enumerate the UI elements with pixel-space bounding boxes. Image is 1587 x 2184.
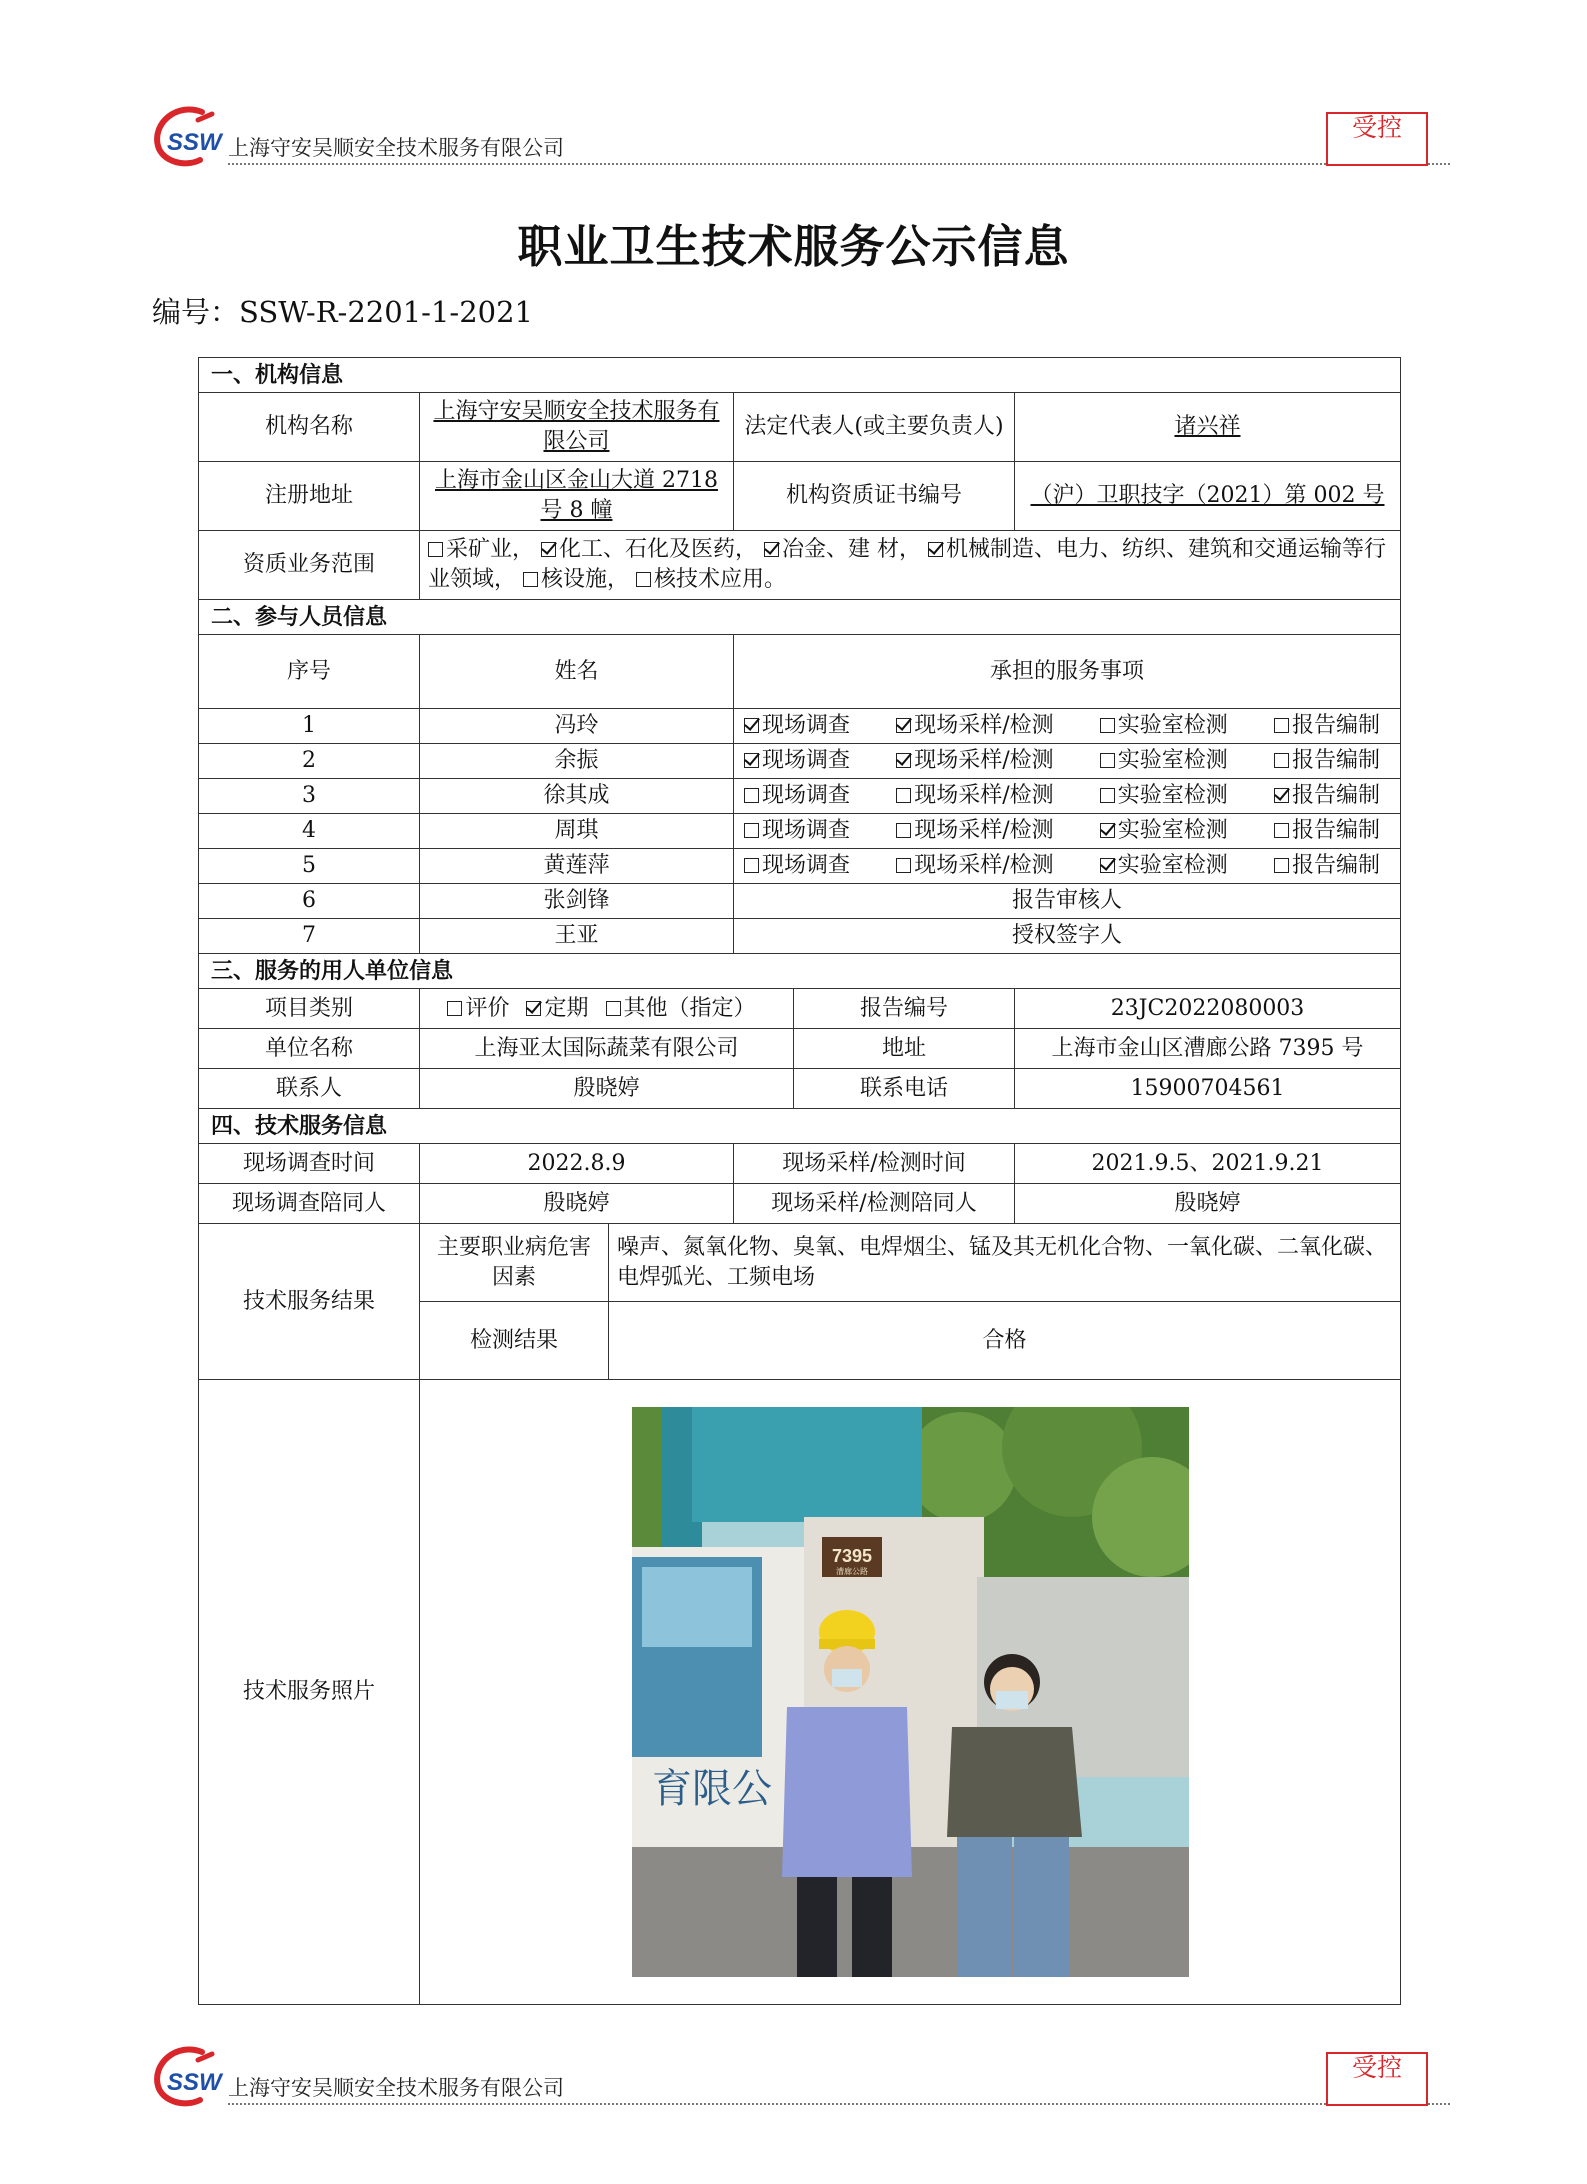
header-divider	[228, 163, 1450, 165]
person-seq: 1	[199, 709, 420, 744]
section-heading: 一、机构信息	[199, 358, 1401, 393]
service-photo	[632, 1407, 1189, 1977]
scope-item: 冶金、建 材，	[764, 537, 921, 562]
org-name-value: 上海守安吴顺安全技术服务有限公司	[433, 399, 720, 454]
unit-address-label: 地址	[794, 1029, 1015, 1069]
legal-rep-label: 法定代表人(或主要负责人)	[734, 393, 1015, 462]
checkbox-icon[interactable]	[896, 753, 911, 768]
wall-lettering: 育限公	[651, 1766, 772, 1812]
task-item: 报告编制	[1274, 816, 1380, 846]
phone-label: 联系电话	[794, 1069, 1015, 1109]
sampling-escort-label: 现场采样/检测陪同人	[734, 1184, 1015, 1224]
checkbox-icon[interactable]	[928, 542, 943, 557]
person-name: 周琪	[420, 814, 734, 849]
person-seq: 6	[199, 884, 420, 919]
project-type-option: 评价	[447, 994, 509, 1024]
hazards-value: 噪声、氮氧化物、臭氧、电焊烟尘、锰及其无机化合物、一氧化碳、二氧化碳、电焊弧光、工频电场	[609, 1224, 1401, 1302]
checkbox-icon[interactable]	[447, 1001, 462, 1016]
checkbox-icon[interactable]	[744, 718, 759, 733]
task-item: 现场调查	[744, 816, 850, 846]
gate-sign-road: 漕廊公路	[835, 1567, 868, 1576]
task-item: 报告编制	[1274, 781, 1380, 811]
task-item: 现场采样/检测	[896, 711, 1053, 741]
checkbox-icon[interactable]	[428, 542, 443, 557]
checkbox-icon[interactable]	[896, 858, 911, 873]
checkbox-icon[interactable]	[1274, 788, 1289, 803]
checkbox-icon[interactable]	[896, 718, 911, 733]
person-name: 张剑锋	[420, 884, 734, 919]
logo-text: SSW	[167, 2069, 222, 2096]
unit-address-value: 上海市金山区漕廊公路 7395 号	[1015, 1029, 1401, 1069]
task-item: 现场采样/检测	[896, 851, 1053, 881]
task-item: 实验室检测	[1100, 816, 1228, 846]
task-item: 实验室检测	[1100, 851, 1228, 881]
task-item: 现场调查	[744, 781, 850, 811]
task-item: 现场采样/检测	[896, 746, 1053, 776]
col-tasks-header: 承担的服务事项	[734, 635, 1401, 709]
person-role: 授权签字人	[734, 919, 1401, 954]
org-name-label: 机构名称	[199, 393, 420, 462]
scope-item: 机械制造、电力、纺织、建筑和交通运输等行业领域，	[428, 537, 1387, 592]
checkbox-icon[interactable]	[744, 858, 759, 873]
page-footer	[150, 2040, 1450, 2110]
person-row	[199, 744, 1401, 779]
checkbox-icon[interactable]	[526, 1001, 541, 1016]
checkbox-icon[interactable]	[1100, 858, 1115, 873]
checkbox-icon[interactable]	[1100, 788, 1115, 803]
task-checks	[742, 711, 1392, 741]
task-item: 实验室检测	[1100, 746, 1228, 776]
document-number: 编号：SSW-R-2201-1-2021	[152, 295, 534, 329]
controlled-stamp: 受控	[1326, 112, 1428, 166]
person-row	[199, 709, 1401, 744]
person-seq: 5	[199, 849, 420, 884]
checkbox-icon[interactable]	[896, 823, 911, 838]
survey-escort-value: 殷晓婷	[420, 1184, 734, 1224]
report-no-value: 23JC2022080003	[1015, 989, 1401, 1029]
checkbox-icon[interactable]	[744, 823, 759, 838]
checkbox-icon[interactable]	[896, 788, 911, 803]
scope-item: 化工、石化及医药，	[541, 537, 757, 562]
legal-rep-value: 诸兴祥	[1174, 414, 1241, 439]
sampling-time-label: 现场采样/检测时间	[734, 1144, 1015, 1184]
person-name: 黄莲萍	[420, 849, 734, 884]
checkbox-icon[interactable]	[1274, 753, 1289, 768]
person-row	[199, 919, 1401, 954]
section-heading: 四、技术服务信息	[199, 1109, 1401, 1144]
unit-label: 单位名称	[199, 1029, 420, 1069]
checkbox-icon[interactable]	[744, 788, 759, 803]
col-seq-header: 序号	[199, 635, 420, 709]
person-row	[199, 849, 1401, 884]
scope-item: 采矿业，	[428, 537, 534, 562]
controlled-stamp: 受控	[1326, 2052, 1428, 2106]
hazards-label: 主要职业病危害因素	[420, 1224, 609, 1302]
service-photo-illustration	[632, 1407, 1189, 1977]
task-item: 现场调查	[744, 711, 850, 741]
test-result-value: 合格	[609, 1302, 1401, 1380]
gate-sign-number: 7395	[831, 1546, 872, 1566]
person-name: 冯玲	[420, 709, 734, 744]
checkbox-icon[interactable]	[1100, 753, 1115, 768]
checkbox-icon[interactable]	[744, 753, 759, 768]
footer-divider	[228, 2103, 1450, 2105]
task-item: 实验室检测	[1100, 711, 1228, 741]
cert-label: 机构资质证书编号	[734, 462, 1015, 531]
col-name-header: 姓名	[420, 635, 734, 709]
page-title: 职业卫生技术服务公示信息	[517, 220, 1070, 273]
scope-item: 核技术应用。	[636, 567, 786, 592]
task-checks	[742, 746, 1392, 776]
company-name: 上海守安吴顺安全技术服务有限公司	[228, 2076, 564, 2100]
survey-time-label: 现场调查时间	[199, 1144, 420, 1184]
person-name: 徐其成	[420, 779, 734, 814]
task-item: 实验室检测	[1100, 781, 1228, 811]
address-value: 上海市金山区金山大道 2718 号 8 幢	[435, 468, 718, 523]
checkbox-icon[interactable]	[636, 572, 651, 587]
checkbox-icon[interactable]	[764, 542, 779, 557]
unit-value: 上海亚太国际蔬菜有限公司	[420, 1029, 794, 1069]
contact-label: 联系人	[199, 1069, 420, 1109]
checkbox-icon[interactable]	[1274, 858, 1289, 873]
task-item: 报告编制	[1274, 711, 1380, 741]
person-row	[199, 884, 1401, 919]
person-seq: 2	[199, 744, 420, 779]
info-table	[198, 357, 1401, 2005]
company-name: 上海守安吴顺安全技术服务有限公司	[228, 136, 564, 160]
report-no-label: 报告编号	[794, 989, 1015, 1029]
section-heading: 三、服务的用人单位信息	[199, 954, 1401, 989]
project-type-option: 其他（指定）	[606, 994, 756, 1024]
checkbox-icon[interactable]	[606, 1001, 621, 1016]
ssw-logo-icon	[150, 2046, 228, 2108]
checkbox-icon[interactable]	[1100, 718, 1115, 733]
cert-value: （沪）卫职技字（2021）第 002 号	[1030, 483, 1385, 508]
task-checks	[742, 816, 1392, 846]
person-seq: 3	[199, 779, 420, 814]
project-type-option: 定期	[526, 994, 588, 1024]
person-role: 报告审核人	[734, 884, 1401, 919]
scope-item: 核设施，	[523, 567, 629, 592]
person-name: 余振	[420, 744, 734, 779]
task-item: 报告编制	[1274, 851, 1380, 881]
person-seq: 7	[199, 919, 420, 954]
task-checks	[742, 851, 1392, 881]
project-type-label: 项目类别	[199, 989, 420, 1029]
person-row	[199, 814, 1401, 849]
sampling-time-value: 2021.9.5、2021.9.21	[1015, 1144, 1401, 1184]
task-item: 现场调查	[744, 851, 850, 881]
person-row	[199, 779, 1401, 814]
survey-time-value: 2022.8.9	[420, 1144, 734, 1184]
checkbox-icon[interactable]	[1100, 823, 1115, 838]
task-item: 现场采样/检测	[896, 781, 1053, 811]
photo-label: 技术服务照片	[199, 1380, 420, 2005]
scope-list	[420, 531, 1401, 600]
checkbox-icon[interactable]	[523, 572, 538, 587]
checkbox-icon[interactable]	[1274, 823, 1289, 838]
logo-text: SSW	[167, 129, 222, 156]
project-type-options	[420, 989, 794, 1029]
contact-value: 殷晓婷	[420, 1069, 794, 1109]
checkbox-icon[interactable]	[541, 542, 556, 557]
section-heading: 二、参与人员信息	[199, 600, 1401, 635]
checkbox-icon[interactable]	[1274, 718, 1289, 733]
address-label: 注册地址	[199, 462, 420, 531]
page-header	[150, 100, 1450, 170]
test-result-label: 检测结果	[420, 1302, 609, 1380]
sampling-escort-value: 殷晓婷	[1015, 1184, 1401, 1224]
task-item: 现场采样/检测	[896, 816, 1053, 846]
result-label: 技术服务结果	[199, 1224, 420, 1380]
ssw-logo-icon	[150, 106, 228, 168]
person-name: 王亚	[420, 919, 734, 954]
photo-cell	[420, 1380, 1401, 2005]
person-seq: 4	[199, 814, 420, 849]
task-item: 报告编制	[1274, 746, 1380, 776]
scope-label: 资质业务范围	[199, 531, 420, 600]
task-checks	[742, 781, 1392, 811]
task-item: 现场调查	[744, 746, 850, 776]
survey-escort-label: 现场调查陪同人	[199, 1184, 420, 1224]
phone-value: 15900704561	[1015, 1069, 1401, 1109]
